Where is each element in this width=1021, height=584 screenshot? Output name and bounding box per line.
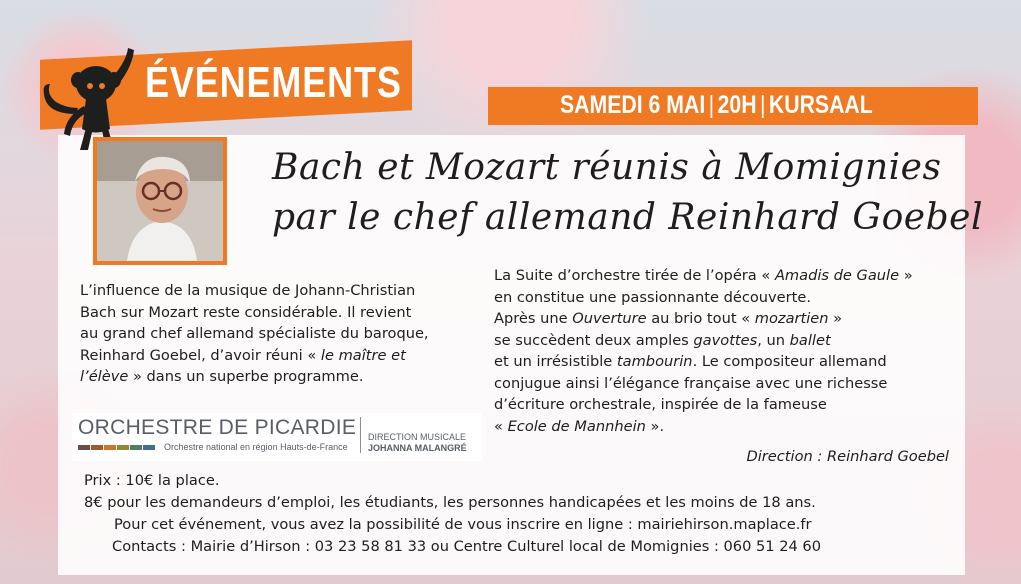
color-bar	[143, 445, 155, 450]
text-run: , un	[757, 331, 790, 349]
right-text-line: en constitue une passionnante découverte.	[494, 288, 811, 306]
article-title	[272, 143, 983, 243]
left-text-line	[80, 366, 480, 388]
event-venue: KURSAAL	[768, 91, 873, 119]
color-bar	[117, 445, 129, 450]
color-bar	[91, 445, 103, 450]
logo-divider	[360, 417, 361, 453]
conductor-photo-frame	[93, 137, 227, 265]
italic-run: ballet	[789, 331, 831, 349]
contacts-line: Contacts : Mairie d’Hirson : 03 23 58 81 33 ou Centre Culturel local de Momignies : 060 51 24 60	[112, 538, 822, 555]
text-run: »	[828, 310, 843, 327]
direction-label: DIRECTION MUSICALE	[368, 432, 467, 442]
orchestra-logo	[72, 413, 482, 461]
left-column-text	[80, 280, 480, 388]
title-line-2: par le chef allemand Reinhard Goebel	[272, 197, 983, 238]
orchestra-color-bars	[78, 445, 155, 450]
event-time: 20H	[717, 91, 757, 119]
text-run: La Suite d’orchestre tirée de l’opéra «	[494, 267, 775, 284]
right-text-line: d’écriture orchestrale, inspirée de la fameuse	[494, 396, 827, 413]
color-bar	[130, 445, 142, 450]
practical-info	[84, 470, 821, 558]
text-run: au brio tout «	[646, 310, 755, 327]
text-run: Reinhard Goebel, d’avoir réuni «	[80, 346, 321, 364]
orchestra-direction	[368, 432, 467, 454]
text-run: se succèdent deux amples	[494, 331, 694, 349]
text-run: «	[494, 417, 508, 435]
right-text-line	[494, 308, 964, 330]
music-direction-credit: Direction : Reinhard Goebel	[746, 448, 949, 465]
left-text-line	[80, 345, 480, 367]
right-text-line	[494, 351, 964, 373]
italic-run: l’élève	[80, 368, 129, 385]
section-title: ÉVÉNEMENTS	[145, 58, 402, 107]
text-run: . Le compositeur allemand	[692, 353, 887, 370]
right-column-text	[494, 265, 964, 437]
right-text-line	[494, 330, 964, 352]
orchestra-name: ORCHESTRE DE PICARDIE	[78, 416, 357, 439]
banner-separator: |	[708, 91, 715, 119]
text-run: ».	[645, 417, 665, 435]
banner-separator: |	[759, 91, 766, 119]
event-date: SAMEDI 6 MAI	[560, 91, 706, 119]
price-line: Prix : 10€ la place.	[84, 472, 220, 489]
text-run: et un irrésistible	[494, 353, 617, 370]
reduced-price-line: 8€ pour les demandeurs d’emploi, les étudiants, les personnes handicapées et les moins de 18 ans.	[84, 494, 816, 511]
italic-run: gavottes	[693, 331, 758, 349]
left-text-line: L’influence de la musique de Johann-Christian	[80, 282, 416, 299]
left-text-line: au grand chef allemand spécialiste du baroque,	[80, 325, 429, 342]
text-run: Après une	[494, 310, 573, 327]
italic-run: Ouverture	[572, 310, 647, 327]
italic-run: Ecole de Mannhein	[507, 417, 646, 435]
online-registration-line: Pour cet événement, vous avez la possibilité de vous inscrire en ligne : mairiehirson.maplace.fr	[114, 516, 812, 533]
right-text-line	[494, 416, 964, 438]
conductor-photo	[97, 141, 223, 261]
director-name: JOHANNA MALANGRÉ	[368, 443, 467, 453]
right-text-line: conjugue ainsi l’élégance française avec une richesse	[494, 374, 888, 392]
text-run: » dans un superbe programme.	[128, 368, 364, 385]
right-text-line	[494, 265, 964, 287]
orchestra-subtitle: Orchestre national en région Hauts-de-France	[164, 442, 348, 452]
italic-run: le maître et	[320, 346, 406, 364]
event-banner-text	[560, 91, 873, 120]
left-text-line: Bach sur Mozart reste considérable. Il revient	[80, 303, 412, 321]
text-run: »	[899, 267, 913, 284]
color-bar	[78, 445, 90, 450]
italic-run: Amadis de Gaule	[774, 267, 900, 284]
color-bar	[104, 445, 116, 450]
italic-run: mozartien	[754, 310, 829, 327]
title-line-1: Bach et Mozart réunis à Momignies	[272, 147, 942, 188]
italic-run: tambourin	[616, 353, 693, 370]
